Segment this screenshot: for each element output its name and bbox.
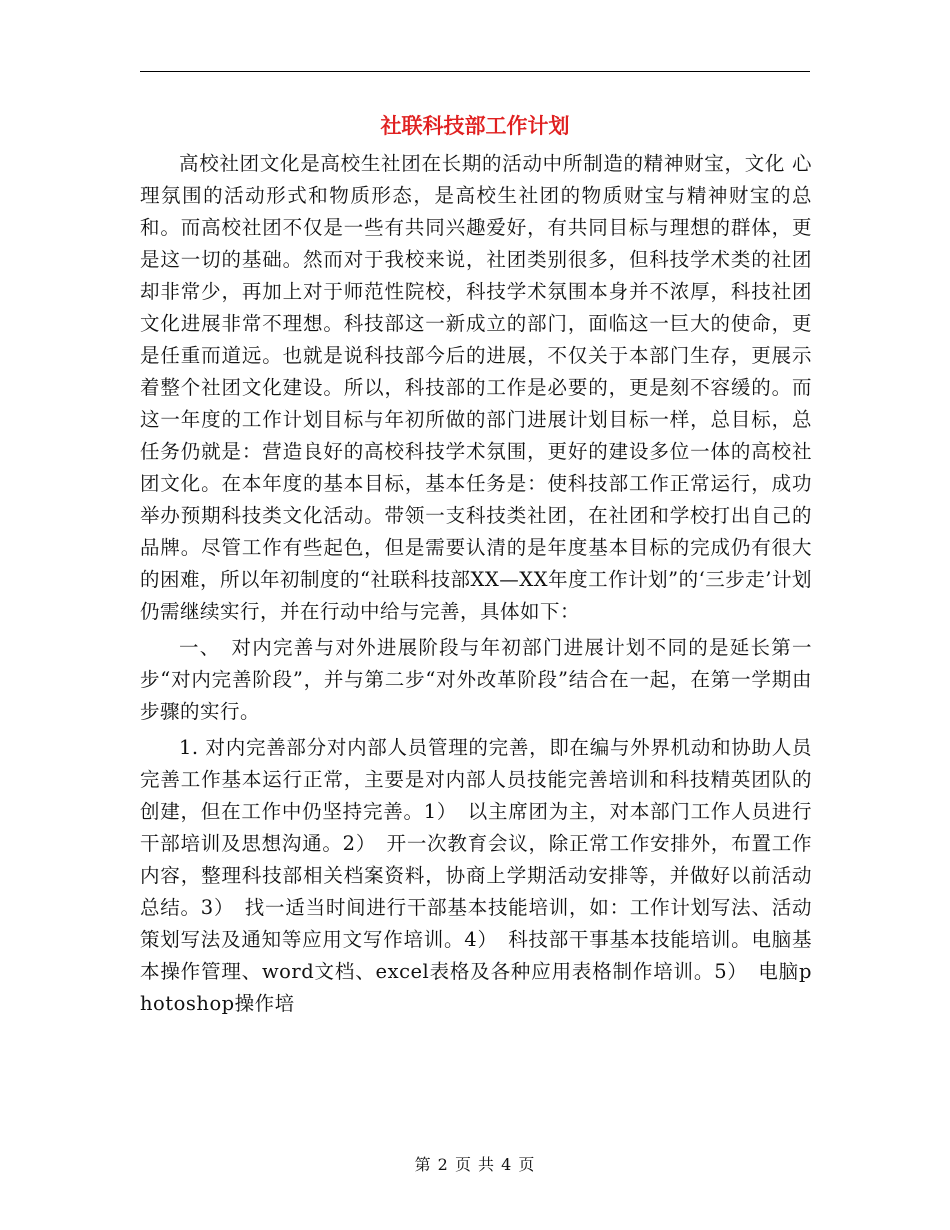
document-body [140,148,812,1020]
page-number-footer: 第 2 页 共 4 页 [414,1155,536,1174]
document-title: 社联科技部工作计划 [380,113,570,138]
header-rule [140,71,810,72]
body-paragraph-intro: 高校社团文化是高校生社团在长期的活动中所制造的精神财宝，文化 心理氛围的活动形式和物质形态，是高校生社团的物质财宝与精神财宝的总和。而高校社团不仅是一些有共同兴趣爱好，有共同目标与理想的群体，更是这一切的基础。然而对于我校来说，社团类别很多，但科技学术类的社团却非常少，再加上对于师范性院校，科技学术氛围本身并不浓厚，科技社团文化进展非常不理想。科技部这一新成立的部门，面临这一巨大的使命，更是任重而道远。也就是说科技部今后的进展，不仅关于本部门生存，更展示着整个社团文化建设。所以，科技部的工作是必要的，更是刻不容缓的。而这一年度的工作计划目标与年初所做的部门进展计划目标一样，总目标，总任务仍就是：营造良好的高校科技学术氛围，更好的建设多位一体的高校社团文化。在本年度的基本目标，基本任务是：使科技部工作正常运行，成功举办预期科技类文化活动。带领一支科技类社团，在社团和学校打出自己的品牌。尽管工作有些起色，但是需要认清的是年度基本目标的完成仍有很大的困难，所以年初制度的“社联科技部XX—XX年度工作计划”的‘三步走’计划仍需继续实行，并在行动中给与完善，具体如下： [140,152,812,623]
body-paragraph-section-one: 一、 对内完善与对外进展阶段与年初部门进展计划不同的是延长第一步“对内完善阶段”，并与第二步“对外改革阶段”结合在一起，在第一学期由步骤的实行。 [140,636,812,723]
body-paragraph-item-one: 1. 对内完善部分对内部人员管理的完善，即在编与外界机动和协助人员完善工作基本运行正常，主要是对内部人员技能完善培训和科技精英团队的创建，但在工作中仍坚持完善。1） 以主席团为主，对本部门工作人员进行干部培训及思想沟通。2） 开一次教育会议，除正常工作安排外，布置工作内容，整理科技部相关档案资料，协商上学期活动安排等，并做好以前活动总结。3） 找一适当时间进行干部基本技能培训，如：工作计划写法、活动策划写法及通知等应用文写作培训。4） 科技部干事基本技能培训。电脑基本操作管理、word文档、excel表格及各种应用表格制作培训。5） 电脑photoshop操作培 [140,736,812,1015]
